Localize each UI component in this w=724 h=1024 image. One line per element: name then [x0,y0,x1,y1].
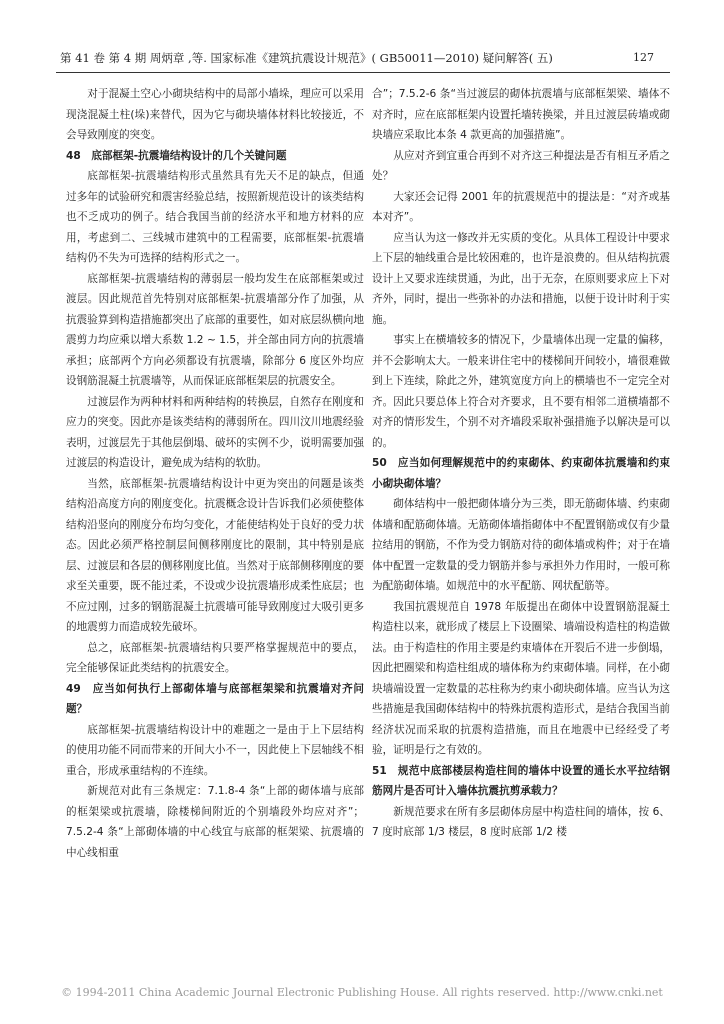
paragraph: 过渡层作为两种材料和两种结构的转换层，自然存在刚度和应力的突变。因此亦是该类结构的薄弱所在。四川汶川地震经验表明，过渡层先于其他层倒塌、破坏的实例不少，说明需要加强过渡层的构造设计，避免成为结构的软肋。 [66,395,364,469]
paragraph: 新规范对此有三条规定：7.1.8-4 条“上部的砌体墙与底部的框架梁或抗震墙，除楼梯间附近的个别墙段外均应对齐”；7.5.2-4 条“上部砌体墙的中心线宜与底部的框架梁、抗震墙的中心线相重 [66,785,364,859]
section-heading-49: 49 应当如何执行上部砌体墙与底部框架梁和抗震墙对齐问题？ [66,682,364,715]
paragraph: 砌体结构中一般把砌体墙分为三类，即无筋砌体墙、约束砌体墙和配筋砌体墙。无筋砌体墙指砌体中不配置钢筋或仅有少量拉结用的钢筋，不作为受力钢筋对待的砌体墙或构件；对于在墙体中配置一定数量的受力钢筋并参与承担外力作用时，一般可称为配筋砌体墙。如规范中的水平配筋、网状配筋等。 [372,498,670,592]
section-heading-50: 50 应当如何理解规范中的约束砌体、约束砌体抗震墙和约束小砌块砌体墙？ [372,457,670,490]
left-column [66,84,364,863]
paragraph: 从应对齐到宜重合再到不对齐这三种提法是否有相互矛盾之处？ [372,149,670,182]
paragraph: 底部框架-抗震墙结构的薄弱层一般均发生在底部框架或过渡层。因此规范首先特别对底部框架-抗震墙部分作了加强，从抗震验算到构造措施都突出了底部的重要性，如对底层纵横向地震剪力均应乘以增大系数 1.2 ~ 1.5，并全部由同方向的抗震墙承担；底部两个方向必须都设有抗震墙，除部分 6 度区外均应设钢筋混凝土抗震墙等，从而保证底部框架层的抗震安全。 [66,272,364,387]
journal-citation: 第 41 卷 第 4 期 周炳章 ,等. 国家标准《建筑抗震设计规范》( GB50011—2010) 疑问解答( 五) [60,51,553,65]
right-column [372,84,670,843]
paragraph: 当然，底部框架-抗震墙结构设计中更为突出的问题是该类结构沿高度方向的刚度变化。抗震概念设计告诉我们必须使整体结构沿竖向的刚度分布均匀变化，才能使结构处于良好的受力状态。因此必须严格控制层间侧移刚度比的限制，其中特别是底层、过渡层和各层的侧移刚度比值。当然对于底部侧移刚度的要求至关重要，既不能过柔，不设或少设抗震墙形成柔性底层；也不应过刚，过多的钢筋混凝土抗震墙可能导致刚度过大吸引更多的地震剪力而造成较先破坏。 [66,477,364,633]
section-heading-51: 51 规范中底部楼层构造柱间的墙体中设置的通长水平拉结钢筋网片是否可计入墙体抗震抗剪承载力？ [372,764,670,797]
paragraph: 应当认为这一修改并无实质的变化。从具体工程设计中要求上下层的轴线重合是比较困难的，也许是浪费的。但从结构抗震设计上又要求连续贯通，为此，出于无奈，在原则要求应上下对齐外，同时，提出一些弥补的办法和措施，以便于设计时利于实施。 [372,231,670,326]
page-number: 127 [633,51,654,64]
paragraph: 大家还会记得 2001 年的抗震规范中的提法是：“对齐或基本对齐”。 [372,190,670,223]
running-header [56,44,670,73]
paragraph: 新规范要求在所有多层砌体房屋中构造柱间的墙体，按 6、7 度时底部 1/3 楼层，8 度时底部 1/2 楼 [372,805,670,838]
paragraph-continued: 合”；7.5.2-6 条“当过渡层的砌体抗震墙与底部框架梁、墙体不对齐时，应在底部框架内设置托墙转换梁，并且过渡层砖墙或砌块墙应采取比本条 4 款更高的加强措施”。 [372,88,670,141]
copyright-footer: © 1994-2011 China Academic Journal Electronic Publishing House. All rights reserved. http://www.cnki.net [61,986,663,999]
paragraph: 底部框架-抗震墙结构形式虽然具有先天不足的缺点，但通过多年的试验研究和震害经验总结，按照新规范设计的该类结构也不乏成功的例子。结合我国当前的经济水平和地方材料的应用，考虑到二、三线城市建筑中的工程需要，底部框架-抗震墙结构仍不失为可选择的结构形式之一。 [66,170,364,264]
paragraph: 对于混凝土空心小砌块结构中的局部小墙垛，理应可以采用现浇混凝土柱(垛)来替代，因为它与砌块墙体材料比较接近，不会导致刚度的突变。 [66,88,364,141]
paragraph: 底部框架-抗震墙结构设计中的难题之一是由于上下层结构的使用功能不同而带来的开间大小不一，因此使上下层轴线不相重合，形成承重结构的不连续。 [66,723,364,777]
paragraph: 事实上在横墙较多的情况下，少量墙体出现一定量的偏移，并不会影响太大。一般来讲住宅中的楼梯间开间较小，墙很难做到上下连续，除此之外，建筑宽度方向上的横墙也不一定完全对齐。因此只要总体上符合对齐要求，且不要有相邻二道横墙都不对齐的情形发生，个别不对齐墙段采取补强措施予以解决是可以的。 [372,334,670,449]
paragraph: 总之，底部框架-抗震墙结构只要严格掌握规范中的要点，完全能够保证此类结构的抗震安全。 [66,641,364,674]
paragraph: 我国抗震规范自 1978 年版提出在砌体中设置钢筋混凝土构造柱以来，就形成了楼层上下设圈梁、墙端设构造柱的构造做法。由于构造柱的作用主要是约束墙体在开裂后不进一步倒塌，因此把圈梁和构造柱组成的墙体称为约束砌体墙。同样，在小砌块墙端设置一定数量的芯柱称为约束小砌块砌体墙。应当认为这些措施是我国砌体结构中的特殊抗震构造形式，是结合我国当前经济状况而采取的抗震构造措施，而且在地震中已经经受了考验，证明是行之有效的。 [372,600,670,756]
section-heading-48: 48 底部框架-抗震墙结构设计的几个关键问题 [66,149,287,162]
